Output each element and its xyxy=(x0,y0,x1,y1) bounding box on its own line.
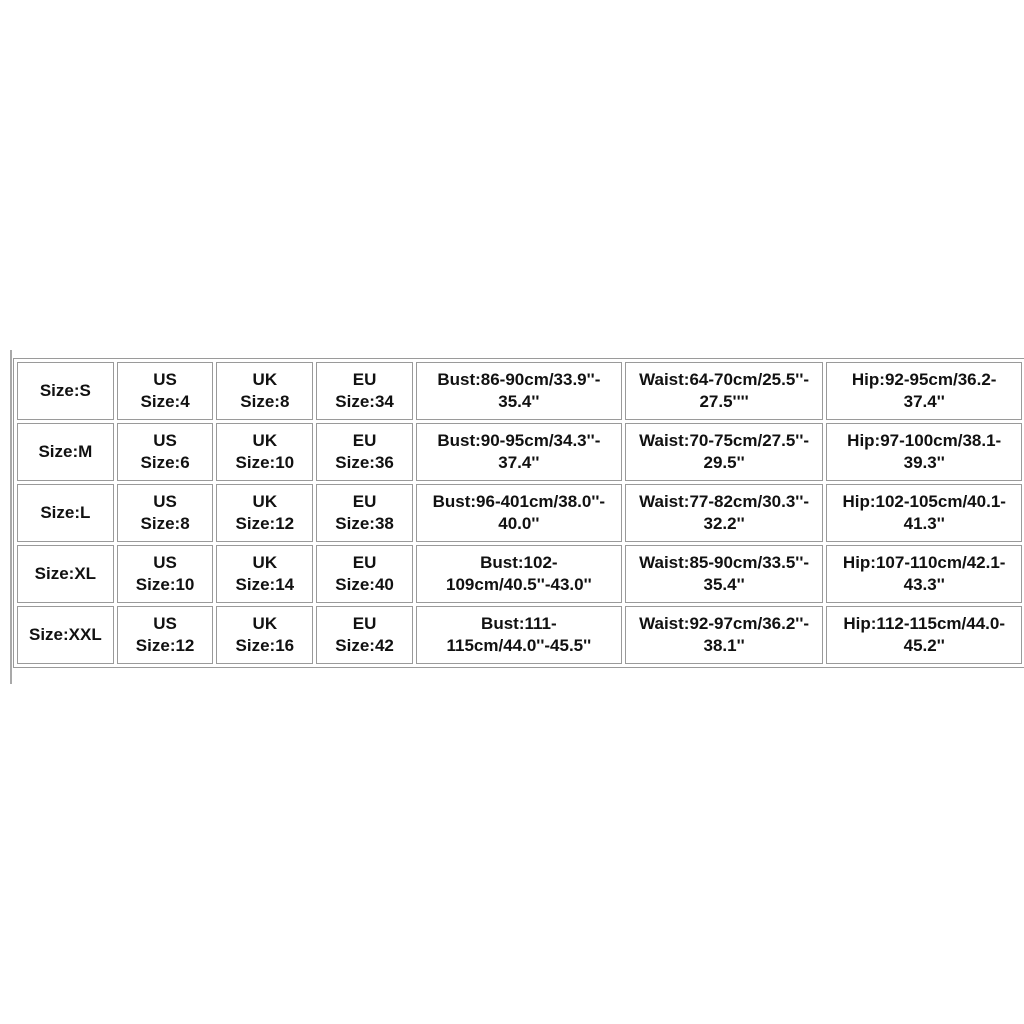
bust-cell: Bust:96-401cm/38.0''- 40.0'' xyxy=(416,484,622,542)
size-label-cell: Size:L xyxy=(17,484,114,542)
uk-size-cell: UK Size:14 xyxy=(216,545,313,603)
us-size-cell: US Size:10 xyxy=(117,545,214,603)
uk-size-cell: UK Size:8 xyxy=(216,362,313,420)
size-label-cell: Size:S xyxy=(17,362,114,420)
bust-cell: Bust:111- 115cm/44.0''-45.5'' xyxy=(416,606,622,664)
waist-cell: Waist:77-82cm/30.3''- 32.2'' xyxy=(625,484,824,542)
waist-cell: Waist:85-90cm/33.5''- 35.4'' xyxy=(625,545,824,603)
size-label-cell: Size:XL xyxy=(17,545,114,603)
hip-cell: Hip:92-95cm/36.2- 37.4'' xyxy=(826,362,1022,420)
table-row xyxy=(17,362,1022,420)
left-divider xyxy=(10,350,12,684)
bust-cell: Bust:102- 109cm/40.5''-43.0'' xyxy=(416,545,622,603)
table-row xyxy=(17,484,1022,542)
waist-cell: Waist:64-70cm/25.5''- 27.5'''' xyxy=(625,362,824,420)
us-size-cell: US Size:8 xyxy=(117,484,214,542)
waist-cell: Waist:92-97cm/36.2''- 38.1'' xyxy=(625,606,824,664)
waist-cell: Waist:70-75cm/27.5''- 29.5'' xyxy=(625,423,824,481)
eu-size-cell: EU Size:36 xyxy=(316,423,413,481)
table-row xyxy=(17,423,1022,481)
us-size-cell: US Size:12 xyxy=(117,606,214,664)
uk-size-cell: UK Size:16 xyxy=(216,606,313,664)
eu-size-cell: EU Size:40 xyxy=(316,545,413,603)
table-row xyxy=(17,545,1022,603)
uk-size-cell: UK Size:10 xyxy=(216,423,313,481)
eu-size-cell: EU Size:34 xyxy=(316,362,413,420)
bust-cell: Bust:86-90cm/33.9''- 35.4'' xyxy=(416,362,622,420)
size-chart-table xyxy=(13,358,1024,668)
eu-size-cell: EU Size:38 xyxy=(316,484,413,542)
size-label-cell: Size:M xyxy=(17,423,114,481)
table-row xyxy=(17,606,1022,664)
eu-size-cell: EU Size:42 xyxy=(316,606,413,664)
hip-cell: Hip:102-105cm/40.1- 41.3'' xyxy=(826,484,1022,542)
hip-cell: Hip:97-100cm/38.1- 39.3'' xyxy=(826,423,1022,481)
hip-cell: Hip:107-110cm/42.1- 43.3'' xyxy=(826,545,1022,603)
bust-cell: Bust:90-95cm/34.3''- 37.4'' xyxy=(416,423,622,481)
us-size-cell: US Size:6 xyxy=(117,423,214,481)
hip-cell: Hip:112-115cm/44.0- 45.2'' xyxy=(826,606,1022,664)
uk-size-cell: UK Size:12 xyxy=(216,484,313,542)
us-size-cell: US Size:4 xyxy=(117,362,214,420)
size-label-cell: Size:XXL xyxy=(17,606,114,664)
